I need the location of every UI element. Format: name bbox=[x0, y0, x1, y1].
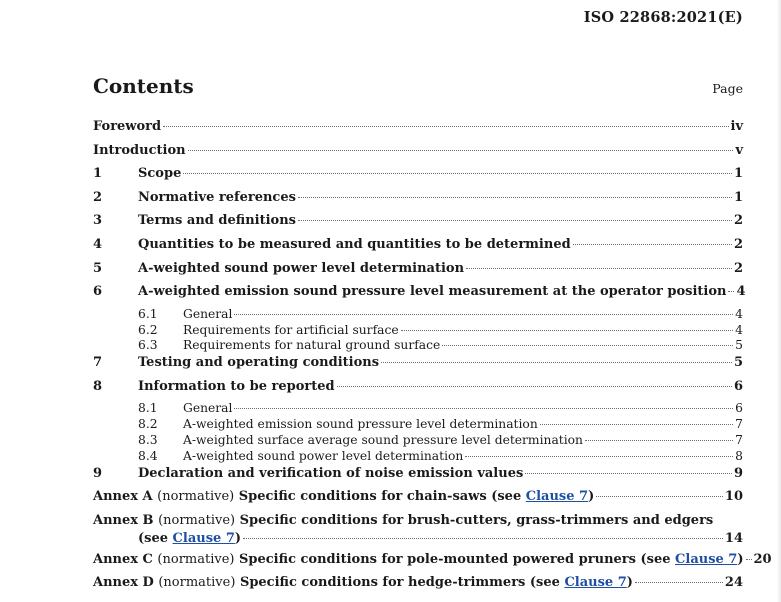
toc-entry-number: 1 bbox=[93, 166, 103, 182]
toc-entry-title: A-weighted sound power level determination bbox=[138, 260, 465, 276]
dot-leader bbox=[728, 291, 734, 292]
toc-entry-title: Normative references bbox=[138, 189, 296, 205]
annex-title: Specific conditions for chain-saws (see bbox=[238, 489, 526, 505]
annex-title-close: ) bbox=[588, 489, 595, 505]
dot-leader bbox=[381, 362, 732, 363]
dot-leader bbox=[337, 386, 732, 387]
toc-entry-page: 6 bbox=[733, 378, 743, 394]
dot-leader bbox=[585, 440, 733, 441]
toc-entry-page: 24 bbox=[724, 575, 743, 591]
toc-entry-number: 4 bbox=[93, 236, 103, 252]
toc-entry-page: 5 bbox=[735, 338, 743, 353]
toc-entry-subclause-6-2[interactable] bbox=[93, 323, 743, 339]
annex-title-see: (see bbox=[138, 530, 173, 546]
toc-entry-title-continued bbox=[93, 530, 743, 548]
toc-entry-page: 7 bbox=[735, 432, 743, 447]
toc-entry-page: 4 bbox=[735, 322, 743, 337]
toc-entry-page: 4 bbox=[735, 306, 743, 321]
toc-entry-page: 14 bbox=[724, 530, 743, 546]
annex-title-close: ) bbox=[234, 530, 242, 546]
annex-title-close: ) bbox=[626, 575, 633, 591]
toc-entry-annex-a[interactable] bbox=[93, 488, 743, 512]
toc-entry-page: 2 bbox=[733, 236, 743, 252]
toc-entry-subclause-6-3[interactable] bbox=[93, 338, 743, 354]
annex-type: (normative) bbox=[157, 551, 235, 567]
toc-entry-number: 8.1 bbox=[138, 401, 158, 416]
toc-entry-number: 5 bbox=[93, 260, 103, 276]
dot-leader bbox=[243, 538, 723, 539]
toc-entry-title: Scope bbox=[138, 166, 182, 182]
toc-entry-title: Terms and definitions bbox=[138, 213, 296, 229]
contents-title: Contents bbox=[93, 74, 194, 98]
annex-label: Annex D bbox=[93, 575, 154, 591]
toc-entry-subclause-8-4[interactable] bbox=[93, 449, 743, 465]
toc-entry-number: 8 bbox=[93, 378, 103, 394]
table-of-contents bbox=[93, 118, 772, 598]
toc-entry-title: A-weighted emission sound pressure level measurement at the operator position bbox=[138, 284, 727, 300]
toc-entry-page: 6 bbox=[735, 401, 743, 416]
dot-leader bbox=[298, 197, 732, 198]
toc-entry-title: A-weighted sound power level determination bbox=[183, 448, 464, 463]
dot-leader bbox=[525, 473, 732, 474]
toc-entry-title: Requirements for natural ground surface bbox=[183, 338, 441, 353]
toc-entry-number: 8.4 bbox=[138, 448, 158, 463]
toc-entry-title: General bbox=[183, 306, 233, 321]
toc-entry-annex-d[interactable] bbox=[93, 574, 743, 598]
toc-entry-title bbox=[93, 551, 744, 569]
toc-entry-title: A-weighted surface average sound pressure level determination bbox=[183, 432, 583, 447]
toc-entry-clause-9[interactable] bbox=[93, 465, 743, 489]
dot-leader bbox=[188, 150, 733, 151]
toc-entry-title bbox=[93, 574, 633, 592]
toc-entry-clause-6[interactable] bbox=[93, 283, 746, 307]
page-edge-shadow bbox=[777, 0, 781, 602]
toc-entry-annex-c[interactable] bbox=[93, 551, 772, 575]
clause-7-link[interactable]: Clause 7 bbox=[525, 489, 589, 505]
toc-entry-clause-4[interactable] bbox=[93, 236, 743, 260]
toc-entry-number: 6.1 bbox=[138, 306, 158, 321]
dot-leader bbox=[234, 314, 733, 315]
toc-entry-title: Testing and operating conditions bbox=[138, 355, 380, 371]
toc-entry-clause-8[interactable] bbox=[93, 378, 743, 402]
clause-7-link[interactable]: Clause 7 bbox=[675, 551, 738, 567]
toc-entry-title: Foreword bbox=[93, 119, 162, 134]
annex-label: Annex A bbox=[93, 489, 153, 505]
annex-type: (normative) bbox=[158, 512, 236, 528]
toc-entry-title: General bbox=[183, 401, 233, 416]
toc-entry-title: Information to be reported bbox=[138, 378, 335, 394]
dot-leader bbox=[163, 126, 728, 127]
dot-leader bbox=[466, 268, 732, 269]
annex-type: (normative) bbox=[157, 489, 235, 505]
toc-entry-number: 8.3 bbox=[138, 432, 158, 447]
toc-entry-clause-5[interactable] bbox=[93, 260, 743, 284]
clause-7-link[interactable]: Clause 7 bbox=[172, 530, 235, 546]
toc-entry-page: v bbox=[735, 142, 743, 158]
annex-label: Annex B bbox=[93, 512, 154, 528]
toc-entry-number: 6 bbox=[93, 284, 103, 300]
dot-leader bbox=[401, 330, 733, 331]
toc-entry-number: 8.2 bbox=[138, 417, 158, 432]
dot-leader bbox=[596, 496, 723, 497]
annex-type: (normative) bbox=[158, 575, 236, 591]
toc-entry-subclause-6-1[interactable] bbox=[93, 307, 743, 323]
toc-entry-introduction[interactable] bbox=[93, 142, 743, 166]
toc-entry-foreword[interactable] bbox=[93, 118, 743, 142]
dot-leader bbox=[298, 220, 732, 221]
annex-label: Annex C bbox=[93, 551, 153, 567]
toc-entry-clause-1[interactable] bbox=[93, 165, 743, 189]
dot-leader bbox=[183, 173, 732, 174]
toc-entry-number: 2 bbox=[93, 189, 103, 205]
annex-title: Specific conditions for hedge-trimmers (see bbox=[239, 575, 565, 591]
toc-entry-title: A-weighted emission sound pressure level determination bbox=[183, 417, 538, 432]
clause-7-link[interactable]: Clause 7 bbox=[564, 575, 627, 591]
toc-entry-page: 8 bbox=[735, 448, 743, 463]
annex-title-close: ) bbox=[737, 551, 744, 567]
toc-entry-page: 1 bbox=[733, 166, 743, 182]
page-column-label: Page bbox=[712, 81, 743, 96]
dot-leader bbox=[442, 345, 733, 346]
toc-entry-number: 6.3 bbox=[138, 338, 158, 353]
toc-entry-page: 2 bbox=[733, 260, 743, 276]
toc-entry-page: 4 bbox=[736, 284, 746, 300]
toc-entry-title bbox=[93, 512, 743, 530]
toc-entry-subclause-8-1[interactable] bbox=[93, 401, 743, 417]
toc-entry-title: Requirements for artificial surface bbox=[183, 322, 399, 337]
toc-entry-clause-3[interactable] bbox=[93, 212, 743, 236]
toc-entry-page: 10 bbox=[724, 489, 743, 505]
toc-entry-page: 20 bbox=[753, 551, 772, 567]
toc-entry-clause-7[interactable] bbox=[93, 354, 743, 378]
toc-entry-clause-2[interactable] bbox=[93, 189, 743, 213]
dot-leader bbox=[746, 559, 752, 560]
toc-entry-title: Introduction bbox=[93, 142, 186, 158]
standard-id: ISO 22868:2021(E) bbox=[583, 9, 743, 26]
toc-entry-page: 1 bbox=[733, 189, 743, 205]
toc-entry-number: 6.2 bbox=[138, 322, 158, 337]
toc-entry-page: iv bbox=[730, 119, 743, 134]
annex-title: Specific conditions for brush-cutters, grass-trimmers and edgers bbox=[239, 512, 714, 528]
dot-leader bbox=[234, 408, 733, 409]
toc-entry-number: 9 bbox=[93, 465, 103, 481]
toc-entry-number: 7 bbox=[93, 355, 103, 371]
toc-entry-title bbox=[93, 488, 594, 506]
annex-title: Specific conditions for pole-mounted powered pruners (see bbox=[239, 551, 676, 567]
toc-entry-page: 5 bbox=[733, 355, 743, 371]
toc-entry-subclause-8-2[interactable] bbox=[93, 417, 743, 433]
toc-entry-annex-b[interactable] bbox=[93, 512, 743, 551]
toc-entry-page: 9 bbox=[733, 465, 743, 481]
dot-leader bbox=[573, 244, 732, 245]
dot-leader bbox=[465, 456, 733, 457]
toc-entry-number: 3 bbox=[93, 213, 103, 229]
toc-entry-title: Quantities to be measured and quantities to be determined bbox=[138, 236, 571, 252]
toc-entry-page: 2 bbox=[733, 213, 743, 229]
toc-entry-title: Declaration and verification of noise emission values bbox=[138, 465, 524, 481]
dot-leader bbox=[635, 582, 723, 583]
dot-leader bbox=[540, 424, 733, 425]
toc-entry-subclause-8-3[interactable] bbox=[93, 433, 743, 449]
toc-entry-page: 7 bbox=[735, 417, 743, 432]
